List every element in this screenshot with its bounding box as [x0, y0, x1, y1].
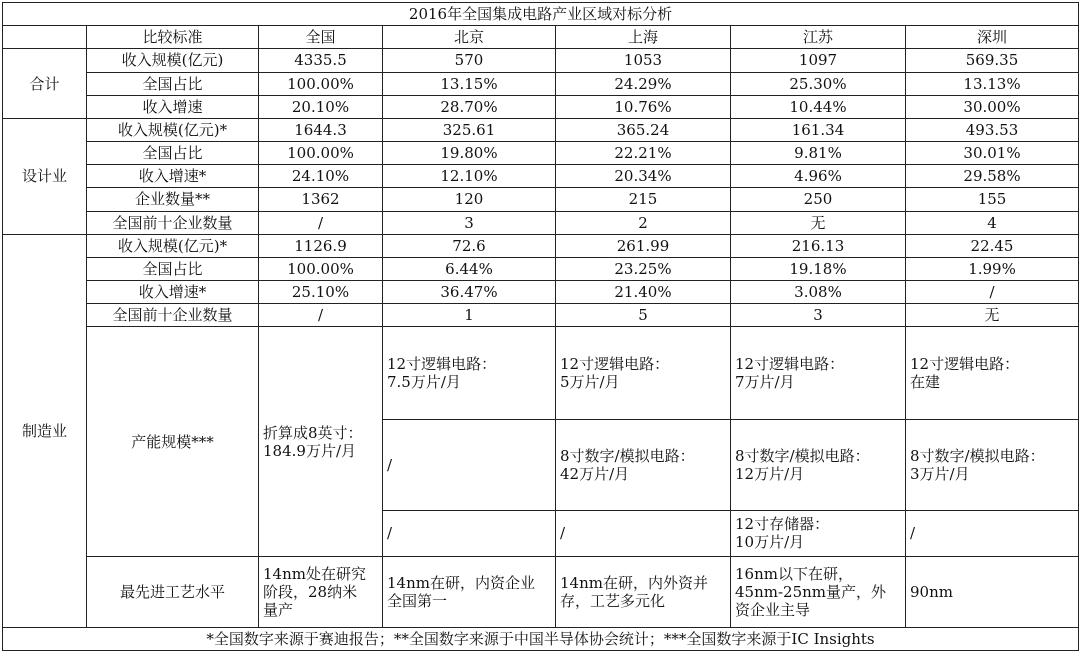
- text-cell: [906, 557, 1079, 628]
- text-cell: [556, 327, 731, 420]
- value-cell: 1: [383, 304, 556, 327]
- table-row: [3, 211, 1079, 234]
- value-cell: 13.15%: [383, 72, 556, 95]
- value-cell: 1053: [556, 49, 731, 72]
- process-row: [3, 557, 1079, 628]
- value-cell: 4: [906, 211, 1079, 234]
- text-line: 45nm-25nm量产，外: [735, 582, 887, 601]
- text-line: 8寸数字/模拟电路：: [910, 446, 1045, 465]
- text-line: 7万片/月: [735, 373, 795, 392]
- text-cell: [556, 557, 731, 628]
- group-label-mfg: 制造业: [3, 234, 87, 627]
- value-cell: 216.13: [731, 234, 906, 257]
- text-line: 16nm以下在研，: [735, 564, 853, 583]
- value-cell: 365.24: [556, 118, 731, 141]
- text-cell: [906, 420, 1079, 511]
- value-cell: 24.29%: [556, 72, 731, 95]
- value-cell: 30.01%: [906, 142, 1079, 165]
- text-line: /: [387, 455, 393, 474]
- value-cell: 261.99: [556, 234, 731, 257]
- text-line: 10万片/月: [735, 533, 805, 552]
- header-cell: 全国: [259, 26, 383, 49]
- value-cell: 23.25%: [556, 257, 731, 280]
- text-cell: [383, 327, 556, 420]
- text-line: 12寸逻辑电路：: [560, 355, 670, 374]
- table-row: [3, 118, 1079, 141]
- value-cell: 13.13%: [906, 72, 1079, 95]
- table-row: [3, 165, 1079, 188]
- text-cell: [731, 557, 906, 628]
- benchmark-table: [2, 2, 1079, 651]
- text-cell: [556, 510, 731, 556]
- text-line: 12寸逻辑电路：: [387, 355, 497, 374]
- text-cell: [731, 327, 906, 420]
- text-cell: [556, 420, 731, 511]
- row-label: 收入规模(亿元)*: [87, 234, 259, 257]
- value-cell: 1.99%: [906, 257, 1079, 280]
- value-cell: 3: [383, 211, 556, 234]
- table-row: [3, 49, 1079, 72]
- text-line: 阶段，28纳米: [263, 582, 358, 601]
- value-cell: 250: [731, 188, 906, 211]
- value-cell: 3: [731, 304, 906, 327]
- text-line: 资企业主导: [735, 600, 811, 619]
- text-line: 12万片/月: [735, 464, 805, 483]
- value-cell: 155: [906, 188, 1079, 211]
- table-row: [3, 281, 1079, 304]
- value-cell: /: [906, 281, 1079, 304]
- text-line: 存，工艺多元化: [560, 591, 666, 610]
- text-line: 184.9万片/月: [263, 441, 356, 460]
- value-cell: 19.18%: [731, 257, 906, 280]
- header-cell: 比较标准: [87, 26, 259, 49]
- value-cell: 21.40%: [556, 281, 731, 304]
- text-line: 12寸存储器：: [735, 515, 830, 534]
- header-row: [3, 26, 1079, 49]
- value-cell: 1097: [731, 49, 906, 72]
- text-line: 5万片/月: [560, 373, 620, 392]
- text-line: 14nm在研，内资企业: [387, 573, 535, 592]
- value-cell: 19.80%: [383, 142, 556, 165]
- value-cell: 22.21%: [556, 142, 731, 165]
- value-cell: 20.34%: [556, 165, 731, 188]
- header-cell: 北京: [383, 26, 556, 49]
- value-cell: 29.58%: [906, 165, 1079, 188]
- value-cell: 72.6: [383, 234, 556, 257]
- header-blank: [3, 26, 87, 49]
- value-cell: 10.76%: [556, 95, 731, 118]
- capacity-row: [3, 327, 1079, 420]
- value-cell: 25.10%: [259, 281, 383, 304]
- header-cell: 江苏: [731, 26, 906, 49]
- text-line: /: [560, 524, 566, 543]
- row-label: 全国前十企业数量: [87, 211, 259, 234]
- text-line: /: [910, 524, 916, 543]
- row-label: 全国占比: [87, 72, 259, 95]
- text-line: 量产: [263, 600, 294, 619]
- text-line: 12寸逻辑电路：: [910, 355, 1020, 374]
- value-cell: 12.10%: [383, 165, 556, 188]
- text-line: 3万片/月: [910, 464, 970, 483]
- value-cell: 1644.3: [259, 118, 383, 141]
- text-cell: [383, 420, 556, 511]
- text-line: 在建: [910, 373, 941, 392]
- table-row: [3, 234, 1079, 257]
- text-line: 全国第一: [387, 591, 448, 610]
- value-cell: 无: [731, 211, 906, 234]
- table-row: [3, 257, 1079, 280]
- text-cell: [731, 510, 906, 556]
- row-label: 全国占比: [87, 142, 259, 165]
- value-cell: 325.61: [383, 118, 556, 141]
- value-cell: 569.35: [906, 49, 1079, 72]
- text-line: 90nm: [910, 582, 953, 601]
- text-cell: [383, 510, 556, 556]
- row-label: 收入增速*: [87, 281, 259, 304]
- value-cell: 10.44%: [731, 95, 906, 118]
- value-cell: 161.34: [731, 118, 906, 141]
- value-cell: 1126.9: [259, 234, 383, 257]
- header-cell: 深圳: [906, 26, 1079, 49]
- value-cell: /: [259, 304, 383, 327]
- text-cell: [731, 420, 906, 511]
- row-label: 收入规模(亿元): [87, 49, 259, 72]
- text-line: 14nm在研，内外资并: [560, 573, 708, 592]
- footnote: *全国数字来源于赛迪报告；**全国数字来源于中国半导体协会统计；***全国数字来源于IC Insights: [3, 627, 1079, 650]
- text-line: 14nm处在研究: [263, 564, 366, 583]
- value-cell: 100.00%: [259, 72, 383, 95]
- row-label: 企业数量**: [87, 188, 259, 211]
- row-label: 收入增速: [87, 95, 259, 118]
- text-line: 折算成8英寸：: [263, 423, 363, 442]
- value-cell: 215: [556, 188, 731, 211]
- text-cell: [906, 327, 1079, 420]
- text-line: /: [387, 524, 393, 543]
- process-label: 最先进工艺水平: [87, 557, 259, 628]
- value-cell: 5: [556, 304, 731, 327]
- row-label: 全国占比: [87, 257, 259, 280]
- text-line: 42万片/月: [560, 464, 630, 483]
- value-cell: 30.00%: [906, 95, 1079, 118]
- value-cell: 570: [383, 49, 556, 72]
- table-title: 2016年全国集成电路产业区域对标分析: [3, 3, 1079, 26]
- group-label-design: 设计业: [3, 118, 87, 234]
- table-row: [3, 188, 1079, 211]
- value-cell: 22.45: [906, 234, 1079, 257]
- text-line: 8寸数字/模拟电路：: [560, 446, 695, 465]
- row-label: 收入增速*: [87, 165, 259, 188]
- value-cell: 100.00%: [259, 257, 383, 280]
- text-line: 8寸数字/模拟电路：: [735, 446, 870, 465]
- value-cell: 9.81%: [731, 142, 906, 165]
- header-cell: 上海: [556, 26, 731, 49]
- value-cell: 493.53: [906, 118, 1079, 141]
- text-line: 12寸逻辑电路：: [735, 355, 845, 374]
- row-label: 收入规模(亿元)*: [87, 118, 259, 141]
- footnote-row: [3, 627, 1079, 650]
- value-cell: 4335.5: [259, 49, 383, 72]
- value-cell: 2: [556, 211, 731, 234]
- text-line: 7.5万片/月: [387, 373, 461, 392]
- value-cell: 6.44%: [383, 257, 556, 280]
- value-cell: 4.96%: [731, 165, 906, 188]
- value-cell: /: [259, 211, 383, 234]
- value-cell: 1362: [259, 188, 383, 211]
- text-cell: [906, 510, 1079, 556]
- value-cell: 120: [383, 188, 556, 211]
- row-label: 全国前十企业数量: [87, 304, 259, 327]
- group-label-total: 合计: [3, 49, 87, 119]
- capacity-label: 产能规模***: [87, 327, 259, 557]
- text-cell: [259, 557, 383, 628]
- table-row: [3, 142, 1079, 165]
- value-cell: 100.00%: [259, 142, 383, 165]
- value-cell: 24.10%: [259, 165, 383, 188]
- value-cell: 无: [906, 304, 1079, 327]
- value-cell: 28.70%: [383, 95, 556, 118]
- value-cell: 25.30%: [731, 72, 906, 95]
- value-cell: 36.47%: [383, 281, 556, 304]
- value-cell: 3.08%: [731, 281, 906, 304]
- table-row: [3, 304, 1079, 327]
- table-row: [3, 95, 1079, 118]
- table-row: [3, 72, 1079, 95]
- value-cell: 20.10%: [259, 95, 383, 118]
- text-cell: [259, 327, 383, 557]
- text-cell: [383, 557, 556, 628]
